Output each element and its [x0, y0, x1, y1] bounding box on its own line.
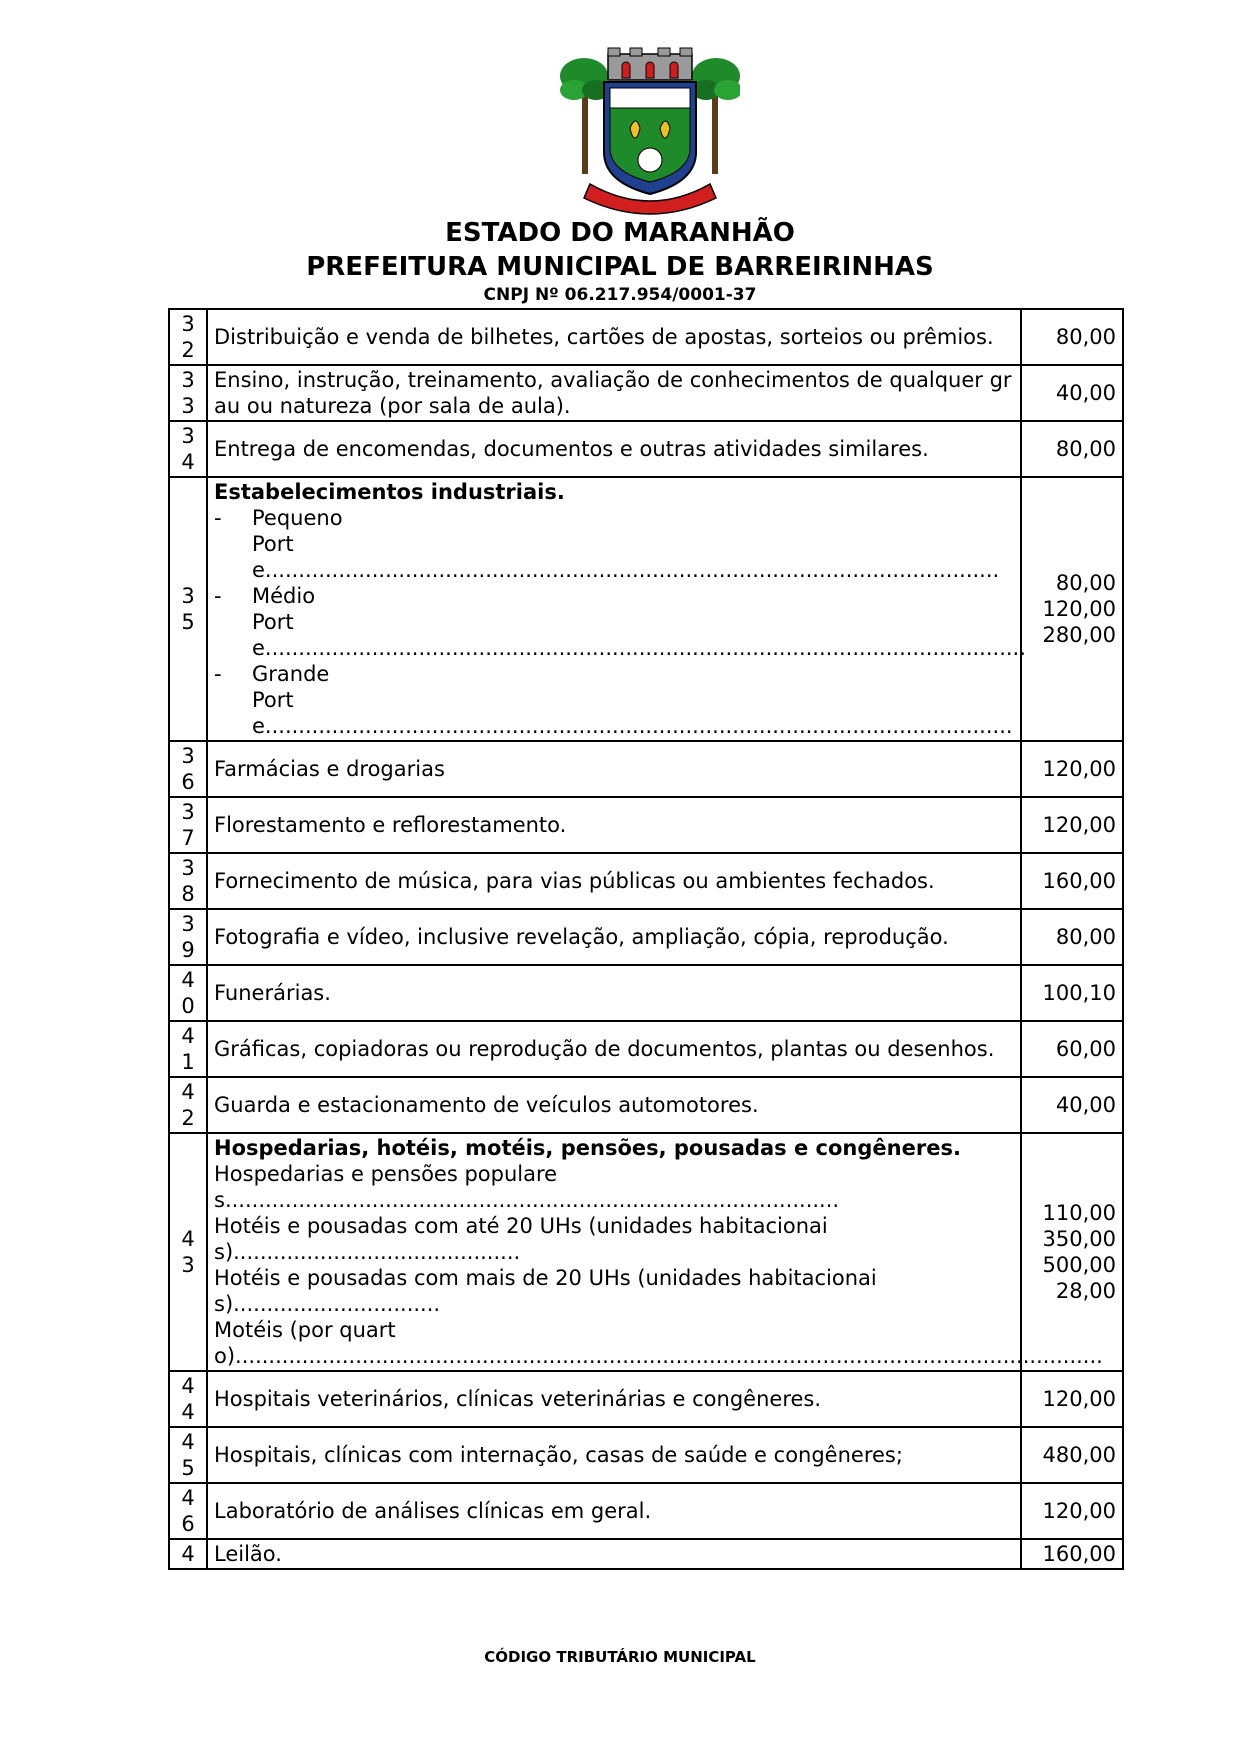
table-row	[169, 1539, 1123, 1569]
item-number-digit: 3	[181, 368, 195, 392]
description-text: Florestamento e reflorestamento.	[214, 813, 567, 837]
item-number-digit: 1	[181, 1050, 195, 1074]
item-description	[207, 909, 1021, 965]
item-description	[207, 741, 1021, 797]
item-description	[207, 797, 1021, 853]
table-row	[169, 853, 1123, 909]
sub-item-line: Motéis (por quarto)..................................................................................................................................	[214, 1318, 1103, 1368]
item-description	[207, 1021, 1021, 1077]
palm-tree-right-icon	[692, 58, 740, 174]
item-value	[1021, 1371, 1123, 1427]
item-description	[207, 365, 1021, 421]
item-value	[1021, 1021, 1123, 1077]
description-text: Hospitais veterinários, clínicas veterinárias e congêneres.	[214, 1387, 822, 1411]
footer-title: CÓDIGO TRIBUTÁRIO MUNICIPAL	[484, 1648, 756, 1666]
table-row	[169, 1077, 1123, 1133]
item-number	[169, 797, 207, 853]
value-text: 80,00	[1055, 325, 1116, 349]
description-text: Leilão.	[214, 1542, 282, 1566]
item-number	[169, 909, 207, 965]
item-description	[207, 421, 1021, 477]
item-number-digit: 4	[181, 1024, 195, 1048]
item-number-digit: 9	[181, 938, 195, 962]
item-number-digit: 7	[181, 826, 195, 850]
item-number-digit: 3	[181, 424, 195, 448]
category-title: Hospedarias, hotéis, motéis, pensões, pousadas e congêneres.	[214, 1136, 961, 1160]
item-number-digit: 4	[181, 450, 195, 474]
value-text: 480,00	[1042, 1443, 1116, 1467]
sub-item-tail: Porte................................................................................................................	[252, 688, 1013, 738]
description-text: Funerárias.	[214, 981, 331, 1005]
value-text: 80,00	[1055, 925, 1116, 949]
value-text: 120,00	[1042, 757, 1116, 781]
value-text: 60,00	[1055, 1037, 1116, 1061]
table-row	[169, 741, 1123, 797]
sub-item-tail: Porte..................................................................................................................	[252, 610, 1026, 660]
sub-item-label: Médio	[252, 584, 316, 608]
table-row	[169, 309, 1123, 365]
sub-item-tail: Porte..............................................................................................................	[252, 532, 1000, 582]
table-row	[169, 965, 1123, 1021]
item-number	[169, 421, 207, 477]
cnpj-line: CNPJ Nº 06.217.954/0001-37	[483, 285, 757, 305]
mural-crown-icon	[608, 48, 692, 80]
description-text: Guarda e estacionamento de veículos automotores.	[214, 1093, 759, 1117]
value-text: 280,00	[1042, 623, 1116, 647]
table-row	[169, 1483, 1123, 1539]
value-text: 28,00	[1055, 1279, 1116, 1303]
value-text: 160,00	[1042, 1542, 1116, 1566]
item-value	[1021, 477, 1123, 741]
table-row	[169, 421, 1123, 477]
sub-item	[214, 505, 1014, 583]
item-number-digit: 6	[181, 770, 195, 794]
table-row	[169, 1133, 1123, 1371]
item-number-digit: 4	[181, 1486, 195, 1510]
item-description	[207, 477, 1026, 741]
value-text: 80,00	[1055, 571, 1116, 595]
item-description	[207, 1077, 1021, 1133]
description-text: Hospitais, clínicas com internação, casas de saúde e congêneres;	[214, 1443, 903, 1467]
item-number	[169, 365, 207, 421]
item-value	[1021, 741, 1123, 797]
description-text: Fotografia e vídeo, inclusive revelação, ampliação, cópia, reprodução.	[214, 925, 949, 949]
item-number-digit: 2	[181, 1106, 195, 1130]
item-value	[1021, 1483, 1123, 1539]
item-number	[169, 1021, 207, 1077]
item-number-digit: 4	[181, 1374, 195, 1398]
tax-table	[168, 308, 1124, 1570]
value-text: 120,00	[1042, 597, 1116, 621]
item-number-digit: 6	[181, 1512, 195, 1536]
sub-item-dash: -	[214, 506, 222, 530]
sub-item-dash: -	[214, 662, 222, 686]
value-text: 160,00	[1042, 869, 1116, 893]
item-value	[1021, 797, 1123, 853]
item-number-digit: 4	[181, 1400, 195, 1424]
sub-item-dash: -	[214, 584, 222, 608]
item-number-digit: 0	[181, 994, 195, 1018]
description-text: Ensino, instrução, treinamento, avaliação de conhecimentos de qualquer grau ou natureza (por sala de aula).	[214, 368, 1012, 418]
item-number	[169, 853, 207, 909]
value-text: 120,00	[1042, 1499, 1116, 1523]
item-description	[207, 1427, 1021, 1483]
value-text: 350,00	[1042, 1227, 1116, 1251]
item-number-digit: 4	[181, 1080, 195, 1104]
description-text: Distribuição e venda de bilhetes, cartões de apostas, sorteios ou prêmios.	[214, 325, 994, 349]
value-text: 120,00	[1042, 1387, 1116, 1411]
item-number	[169, 1539, 207, 1569]
description-text: Fornecimento de música, para vias públicas ou ambientes fechados.	[214, 869, 935, 893]
description-text: Entrega de encomendas, documentos e outras atividades similares.	[214, 437, 929, 461]
item-number-digit: 3	[181, 394, 195, 418]
item-number-digit: 3	[181, 912, 195, 936]
item-number-digit: 3	[181, 584, 195, 608]
item-description	[207, 1483, 1021, 1539]
sub-item-line: Hospedarias e pensões populares............................................................................................	[214, 1162, 840, 1212]
description-text: Laboratório de análises clínicas em geral.	[214, 1499, 652, 1523]
sub-item	[214, 661, 1014, 739]
item-value	[1021, 309, 1123, 365]
item-number-digit: 3	[181, 856, 195, 880]
item-description	[207, 1371, 1021, 1427]
table-row	[169, 909, 1123, 965]
item-number	[169, 1483, 207, 1539]
value-text: 120,00	[1042, 813, 1116, 837]
item-value	[1021, 421, 1123, 477]
item-number	[169, 965, 207, 1021]
item-description	[207, 309, 1021, 365]
item-value	[1021, 1133, 1123, 1371]
description-text: Gráficas, copiadoras ou reprodução de documentos, plantas ou desenhos.	[214, 1037, 995, 1061]
palm-tree-left-icon	[560, 58, 610, 174]
item-number	[169, 1371, 207, 1427]
item-number-digit: 3	[181, 800, 195, 824]
coat-of-arms-emblem	[560, 44, 740, 216]
table-row	[169, 477, 1123, 741]
item-number-digit: 4	[181, 1542, 195, 1566]
item-number-digit: 3	[181, 744, 195, 768]
item-number-digit: 5	[181, 1456, 195, 1480]
value-text: 500,00	[1042, 1253, 1116, 1277]
table-row	[169, 365, 1123, 421]
sub-item	[214, 583, 1026, 661]
value-text: 110,00	[1042, 1201, 1116, 1225]
item-number-digit: 5	[181, 610, 195, 634]
item-description	[207, 853, 1021, 909]
sub-item-text	[252, 661, 1014, 739]
item-number-digit: 3	[181, 1253, 195, 1277]
sub-item-line: Hotéis e pousadas com mais de 20 UHs (unidades habitacionais)...............................	[214, 1266, 877, 1316]
item-number	[169, 1427, 207, 1483]
item-description	[207, 965, 1021, 1021]
item-number	[169, 309, 207, 365]
sub-item-label: Grande	[252, 662, 330, 686]
item-value	[1021, 965, 1123, 1021]
table-row	[169, 797, 1123, 853]
value-text: 40,00	[1055, 1093, 1116, 1117]
item-value	[1021, 853, 1123, 909]
item-number-digit: 4	[181, 1227, 195, 1251]
item-number-digit: 8	[181, 882, 195, 906]
table-row	[169, 1021, 1123, 1077]
item-value	[1021, 1427, 1123, 1483]
item-number	[169, 1133, 207, 1371]
item-value	[1021, 1077, 1123, 1133]
item-number-digit: 3	[181, 312, 195, 336]
municipality-title: PREFEITURA MUNICIPAL DE BARREIRINHAS	[306, 252, 934, 282]
sub-item-text	[252, 583, 1026, 661]
item-number-digit: 4	[181, 968, 195, 992]
description-text: Farmácias e drogarias	[214, 757, 445, 781]
value-text: 100,10	[1042, 981, 1116, 1005]
item-number	[169, 1077, 207, 1133]
state-title: ESTADO DO MARANHÃO	[445, 218, 795, 248]
sub-item-text	[252, 505, 1014, 583]
item-value	[1021, 909, 1123, 965]
value-text: 40,00	[1055, 381, 1116, 405]
item-number-digit: 4	[181, 1430, 195, 1454]
table-row	[169, 1371, 1123, 1427]
item-value	[1021, 1539, 1123, 1569]
table-row	[169, 1427, 1123, 1483]
item-description	[207, 1539, 1021, 1569]
item-value	[1021, 365, 1123, 421]
shield-icon	[604, 82, 696, 194]
item-number	[169, 477, 207, 741]
sub-item-label: Pequeno	[252, 506, 343, 530]
sub-item-line: Hotéis e pousadas com até 20 UHs (unidades habitacionais)...........................................	[214, 1214, 828, 1264]
item-number-digit: 2	[181, 338, 195, 362]
category-title: Estabelecimentos industriais.	[214, 480, 565, 504]
value-text: 80,00	[1055, 437, 1116, 461]
item-number	[169, 741, 207, 797]
